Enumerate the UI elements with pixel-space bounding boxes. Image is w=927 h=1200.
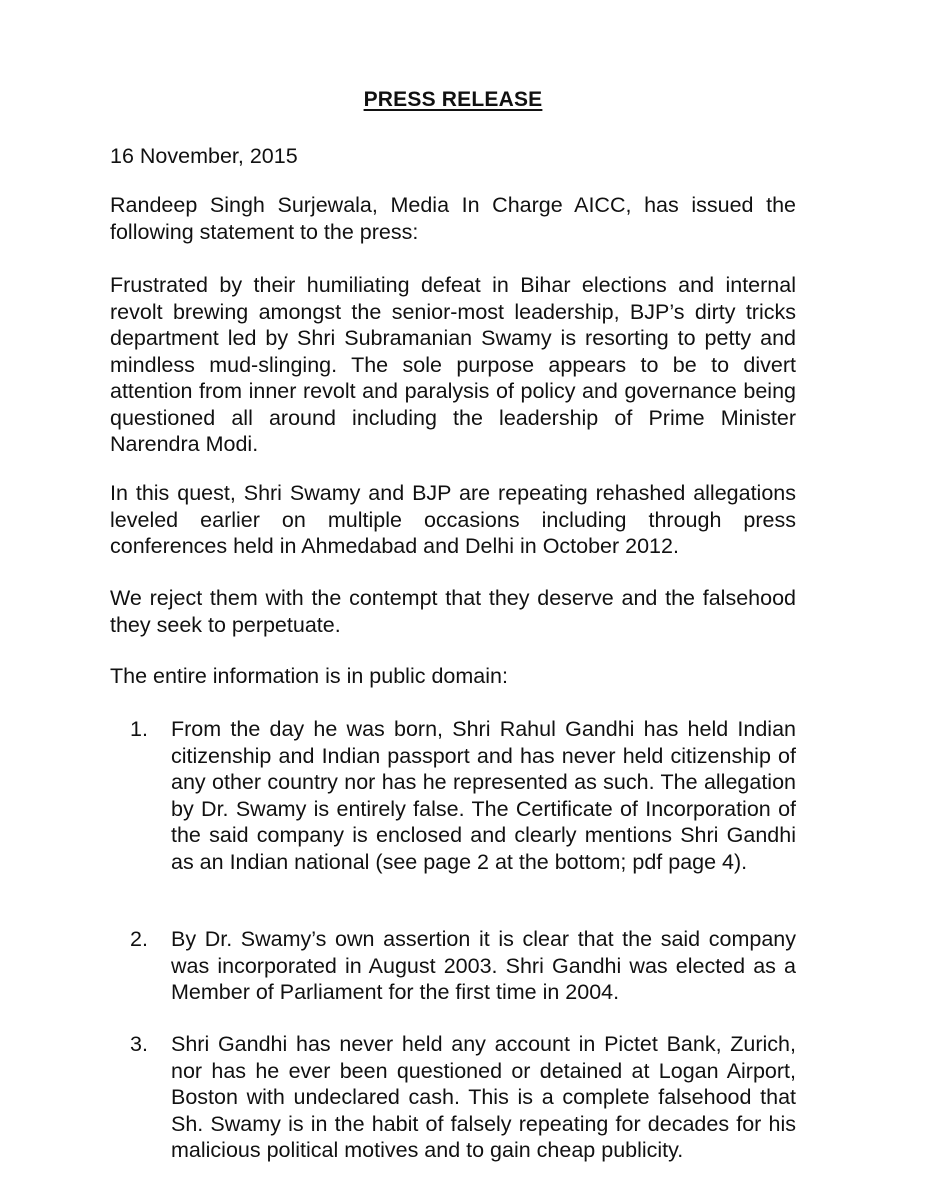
- list-item-text: From the day he was born, Shri Rahul Gandhi has held Indian citizenship and Indian passport and has never held citizenship of any other country nor has he represented as such. The allegation by Dr. Swamy is entirely false. The Certificate of Incorporation of the said company is enclosed and clearly mentions Shri Gandhi as an Indian national (see page 2 at the bottom; pdf page 4).: [171, 717, 796, 874]
- body-paragraph: We reject them with the contempt that they deserve and the falsehood they seek to perpetuate.: [110, 586, 796, 637]
- page-title: PRESS RELEASE: [363, 88, 543, 111]
- list-item: [130, 1031, 796, 1164]
- list-item-number: 1.: [130, 717, 148, 741]
- list-item: [130, 926, 796, 1006]
- list-item-text: Shri Gandhi has never held any account in Pictet Bank, Zurich, nor has he ever been questioned or detained at Logan Airport, Boston with undeclared cash. This is a complete falsehood that Sh. Swamy is in the habit of falsely repeating for decades for his malicious political motives and to gain cheap publicity.: [171, 1032, 796, 1162]
- release-date: 16 November, 2015: [110, 144, 298, 168]
- list-item-number: 2.: [130, 927, 148, 951]
- list-item: [130, 716, 796, 875]
- list-intro-paragraph: The entire information is in public domain:: [110, 664, 508, 688]
- body-paragraph: In this quest, Shri Swamy and BJP are repeating rehashed allegations leveled earlier on multiple occasions including through press conferences held in Ahmedabad and Delhi in October 2012.: [110, 481, 796, 558]
- list-item-text: By Dr. Swamy’s own assertion it is clear that the said company was incorporated in August 2003. Shri Gandhi was elected as a Member of Parliament for the first time in 2004.: [171, 927, 796, 1004]
- intro-paragraph: Randeep Singh Surjewala, Media In Charge AICC, has issued the following statement to the press:: [110, 193, 796, 244]
- body-paragraph: Frustrated by their humiliating defeat in Bihar elections and internal revolt brewing amongst the senior-most leadership, BJP’s dirty tricks department led by Shri Subramanian Swamy is resorting to petty and mindless mud-slinging. The sole purpose appears to be to divert attention from inner revolt and paralysis of policy and governance being questioned all around including the leadership of Prime Minister Narendra Modi.: [110, 273, 796, 456]
- list-item-number: 3.: [130, 1032, 148, 1056]
